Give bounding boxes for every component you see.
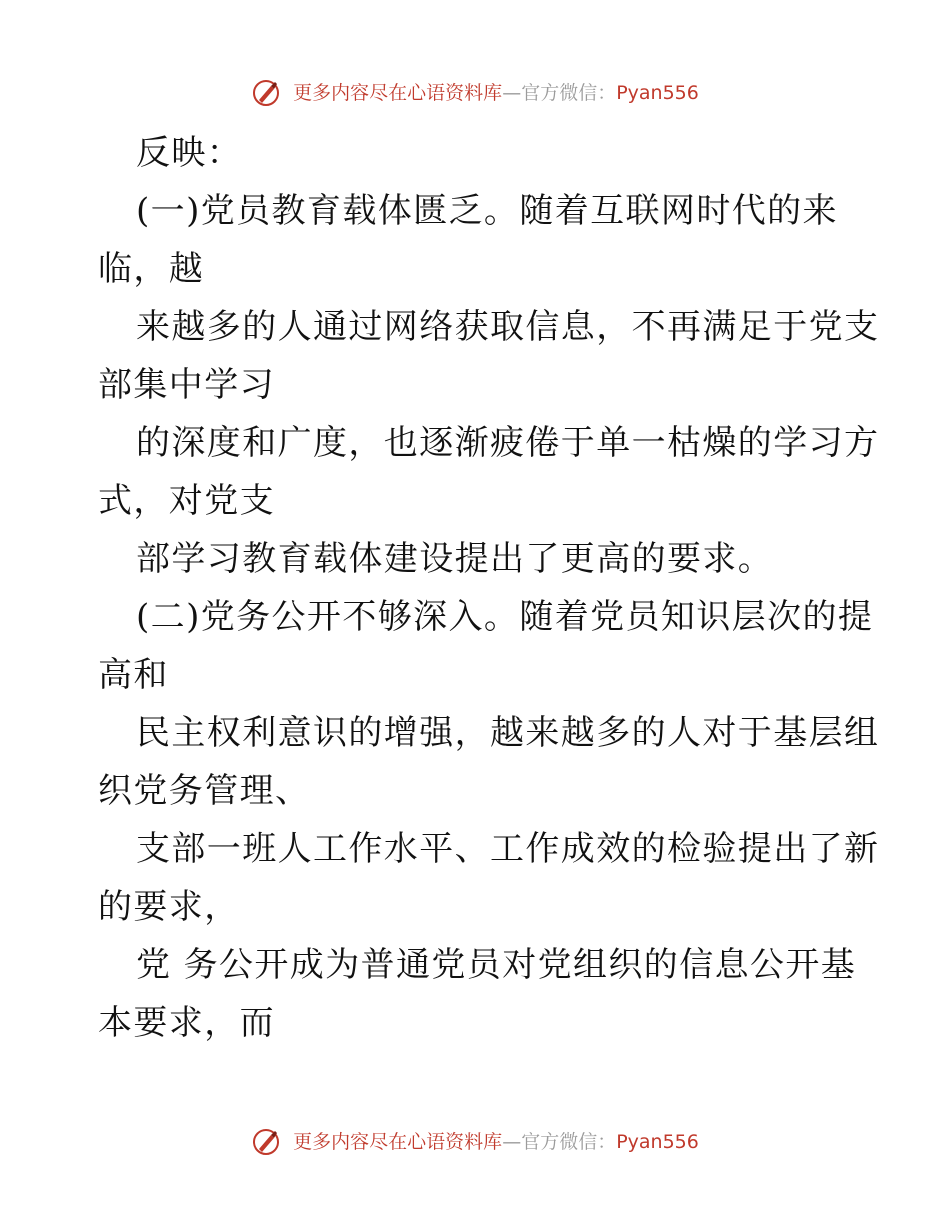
header-banner: [0, 78, 950, 108]
text-line: 的要求，: [98, 887, 240, 927]
banner-account: Pyan556: [616, 82, 699, 104]
text-line: 民主权利意识的增强，越来越多的人对于基层组: [136, 713, 880, 753]
banner-separator: —: [502, 1131, 522, 1153]
banner-wechat-label: 官方微信：: [521, 82, 617, 104]
banner-wechat-label: 官方微信：: [521, 1131, 617, 1153]
text-line: 的深度和广度，也逐渐疲倦于单一枯燥的学习方: [136, 423, 880, 463]
text-line: 来越多的人通过网络获取信息，不再满足于党支: [136, 307, 880, 347]
pen-logo-icon: [251, 1127, 281, 1157]
banner-separator: —: [502, 82, 522, 104]
text-line: 本要求，而: [98, 1003, 275, 1043]
text-line: 反映：: [136, 133, 243, 173]
banner-account: Pyan556: [616, 1131, 699, 1153]
pen-logo-icon: [251, 78, 281, 108]
text-line: 支部一班人工作水平、工作成效的检验提出了新: [136, 829, 880, 869]
text-line: 临，越: [98, 249, 205, 289]
banner-text: 更多内容尽在心语资料库: [293, 82, 503, 104]
text-line: 高和: [98, 655, 169, 695]
text-line: 部学习教育载体建设提出了更高的要求。: [136, 539, 774, 579]
document-body: [98, 124, 880, 1052]
footer-banner: [0, 1127, 950, 1157]
banner-text: 更多内容尽在心语资料库: [293, 1131, 503, 1153]
text-line: (二)党务公开不够深入。随着党员知识层次的提: [136, 597, 874, 637]
text-line: (一)党员教育载体匮乏。随着互联网时代的来: [136, 191, 838, 231]
text-line: 部集中学习: [98, 365, 275, 405]
text-line: 党 务公开成为普通党员对党组织的信息公开基: [136, 945, 857, 985]
text-line: 织党务管理、: [98, 771, 311, 811]
text-line: 式，对党支: [98, 481, 275, 521]
